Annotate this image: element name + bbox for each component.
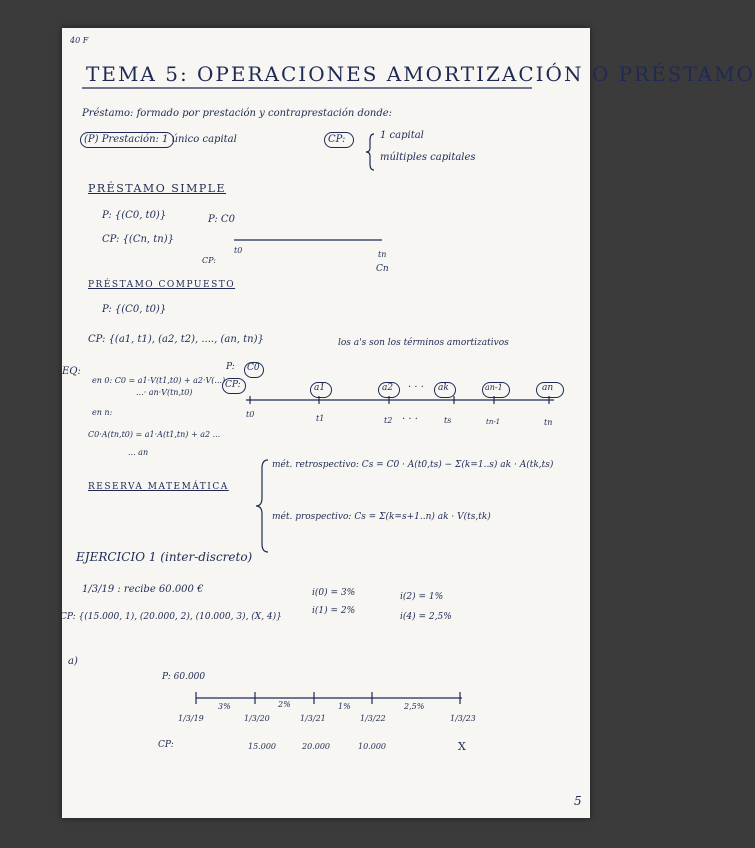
cp-value-2: 20.000 <box>302 742 330 751</box>
date-3: 1/3/21 <box>300 714 326 723</box>
eq-cp-tag: CP: <box>225 380 241 390</box>
cp-brace <box>366 134 374 170</box>
ejercicio-i0: i(0) = 3% <box>312 588 356 598</box>
eq-ak: ak <box>438 383 449 393</box>
cp-option-one: 1 capital <box>380 130 424 141</box>
ejercicio-cp-label: CP: <box>158 740 174 750</box>
simple-heading: PRÉSTAMO SIMPLE <box>88 182 227 195</box>
eq-p-tag: P: <box>226 362 235 372</box>
eq-line-4: C0·A(tn,t0) = a1·A(t1,tn) + a2 ... <box>88 430 221 439</box>
cp-option-multiple: múltiples capitales <box>380 152 476 163</box>
simple-cp: CP: {(Cn, tn)} <box>102 234 175 245</box>
eq-an: an <box>542 383 554 393</box>
eq-a1: a1 <box>314 383 326 393</box>
date-4: 1/3/22 <box>360 714 386 723</box>
eq-c0: C0 <box>247 363 260 373</box>
rate-1: 3% <box>218 702 231 711</box>
date-2: 1/3/20 <box>244 714 270 723</box>
simple-p-short: P: C0 <box>208 214 235 225</box>
ejercicio-i1: i(1) = 2% <box>312 606 356 616</box>
eq-tn-1: tn-1 <box>486 418 501 426</box>
eq-label: EQ: <box>62 366 81 377</box>
corner-mark: 40 F <box>70 36 89 45</box>
ejercicio-i2: i(2) = 1% <box>400 592 444 602</box>
simple-p: P: {(C0, t0)} <box>102 210 167 221</box>
cp-label: CP: <box>328 134 346 145</box>
eq-dots-2: · · · <box>402 414 418 425</box>
cp-value-x: X <box>458 740 466 753</box>
simple-tn: tn <box>378 250 387 259</box>
cp-value-3: 10.000 <box>358 742 386 751</box>
eq-line-1: en 0: C0 = a1·V(t1,t0) + a2·V(...) <box>92 376 226 385</box>
date-5: 1/3/23 <box>450 714 476 723</box>
simple-cp-short: CP: <box>202 256 216 265</box>
ejercicio-p: P: 60.000 <box>162 672 206 682</box>
eq-line-2: ...· an·V(tn,t0) <box>136 388 193 397</box>
eq-tn: tn <box>544 418 553 427</box>
simple-t0: t0 <box>234 246 243 255</box>
notebook-page <box>60 28 755 818</box>
ejercicio-cp: CP: {(15.000, 1), (20.000, 2), (10.000, 3), (X, 4)} <box>60 612 282 622</box>
compuesto-heading: PRÉSTAMO COMPUESTO <box>88 280 236 290</box>
eq-line-3: en n: <box>92 408 113 417</box>
eq-t1: t1 <box>316 414 325 423</box>
rate-3: 1% <box>338 702 351 711</box>
compuesto-note: los a's son los términos amortizativos <box>338 338 509 348</box>
reserva-retrospectivo: mét. retrospectivo: Cs = C0 · A(t0,ts) − Σ(k=1..s) ak · A(tk,ts) <box>272 460 554 470</box>
eq-dots-1: · · · <box>408 382 424 393</box>
eq-t2: t2 <box>384 416 393 425</box>
simple-cn: Cn <box>376 264 389 274</box>
reserva-heading: RESERVA MATEMÁTICA <box>88 482 229 492</box>
eq-an-1: an-1 <box>485 383 503 392</box>
rate-4: 2,5% <box>404 702 425 711</box>
date-1: 1/3/19 <box>178 714 204 723</box>
compuesto-p: P: {(C0, t0)} <box>102 304 167 315</box>
page-title: TEMA 5: OPERACIONES AMORTIZACIÓN O PRÉSTAMO <box>86 62 755 86</box>
compuesto-cp: CP: {(a1, t1), (a2, t2), ...., (an, tn)} <box>88 334 264 345</box>
reserva-prospectivo: mét. prospectivo: Cs = Σ(k=s+1..n) ak · V(ts,tk) <box>272 512 491 522</box>
ejercicio-i4: i(4) = 2,5% <box>400 612 452 622</box>
eq-line-5: ... an <box>128 448 149 457</box>
intro-text: Préstamo: formado por prestación y contraprestación donde: <box>82 108 393 119</box>
ejercicio-part-a: a) <box>68 656 78 667</box>
rate-2: 2% <box>278 700 291 709</box>
ejercicio-fecha: 1/3/19 : recibe 60.000 € <box>82 584 204 595</box>
eq-t0: t0 <box>246 410 255 419</box>
ejercicio-heading: EJERCICIO 1 (inter-discreto) <box>76 550 253 564</box>
eq-a2: a2 <box>382 383 394 393</box>
cp-value-1: 15.000 <box>248 742 276 751</box>
eq-ts: ts <box>444 416 452 425</box>
page-number: 5 <box>574 794 582 808</box>
reserva-brace <box>256 460 268 552</box>
prestacion-text: (P) Prestación: 1 único capital <box>84 134 237 145</box>
